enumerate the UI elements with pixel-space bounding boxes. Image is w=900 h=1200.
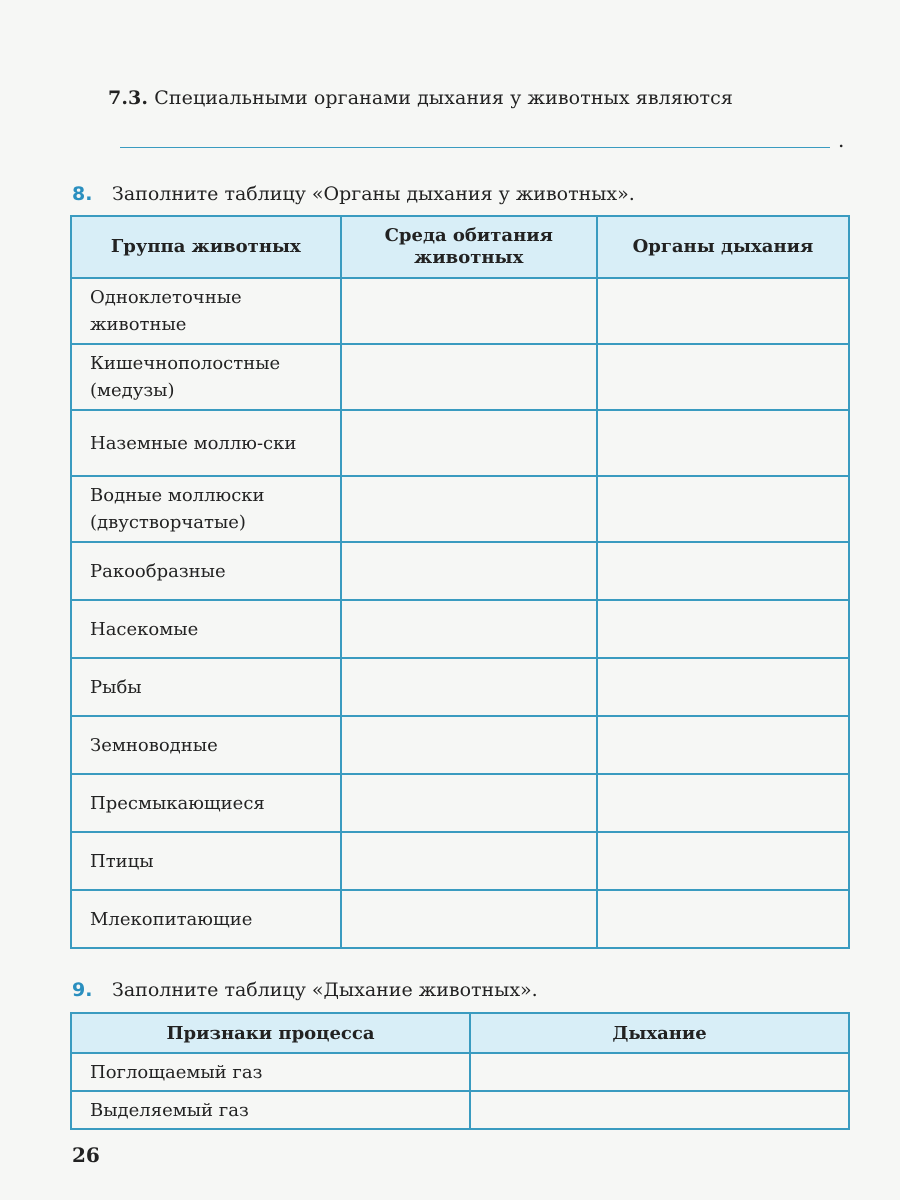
row-label: Поглощаемый газ <box>71 1053 470 1091</box>
habitat-cell[interactable] <box>341 774 597 832</box>
organs-cell[interactable] <box>597 278 849 344</box>
habitat-cell[interactable] <box>341 658 597 716</box>
row-label: Земноводные <box>71 716 341 774</box>
question-text: Специальными органами дыхания у животных являются <box>154 87 733 109</box>
habitat-cell[interactable] <box>341 832 597 890</box>
table-row <box>71 600 849 658</box>
habitat-cell[interactable] <box>341 890 597 948</box>
table-row <box>71 344 849 410</box>
organs-cell[interactable] <box>597 832 849 890</box>
habitat-cell[interactable] <box>341 476 597 542</box>
organs-cell[interactable] <box>597 542 849 600</box>
habitat-cell[interactable] <box>341 344 597 410</box>
row-label: Рыбы <box>71 658 341 716</box>
table-row <box>71 890 849 948</box>
table-row <box>71 542 849 600</box>
habitat-cell[interactable] <box>341 716 597 774</box>
respiration-table <box>70 1012 850 1130</box>
row-label: Одноклеточные животные <box>71 278 341 344</box>
question-7-3 <box>108 86 733 110</box>
table-row <box>71 832 849 890</box>
row-label: Кишечнополостные (медузы) <box>71 344 341 410</box>
task-text: Заполните таблицу «Органы дыхания у животных». <box>112 183 635 205</box>
task-text: Заполните таблицу «Дыхание животных». <box>112 979 538 1001</box>
page-number: 26 <box>72 1143 100 1167</box>
table-row <box>71 658 849 716</box>
habitat-cell[interactable] <box>341 410 597 476</box>
header-respiratory-organs: Органы дыхания <box>597 216 849 278</box>
table-header-row <box>71 216 849 278</box>
table-row <box>71 716 849 774</box>
organs-cell[interactable] <box>597 600 849 658</box>
header-animal-group: Группа животных <box>71 216 341 278</box>
task-9-title <box>72 978 538 1002</box>
habitat-cell[interactable] <box>341 278 597 344</box>
answer-period: . <box>838 128 845 152</box>
table-header-row <box>71 1013 849 1053</box>
header-process-features: Признаки процесса <box>71 1013 470 1053</box>
row-label: Пресмыкающиеся <box>71 774 341 832</box>
row-label: Насекомые <box>71 600 341 658</box>
habitat-cell[interactable] <box>341 542 597 600</box>
task-8-title <box>72 182 635 206</box>
table-row <box>71 1091 849 1129</box>
answer-line[interactable] <box>120 147 830 148</box>
task-number: 8. <box>72 183 93 205</box>
organs-cell[interactable] <box>597 344 849 410</box>
question-number: 7.3. <box>108 87 149 109</box>
header-respiration: Дыхание <box>470 1013 849 1053</box>
organs-cell[interactable] <box>597 774 849 832</box>
organs-cell[interactable] <box>597 890 849 948</box>
habitat-cell[interactable] <box>341 600 597 658</box>
table-row <box>71 774 849 832</box>
respiration-cell[interactable] <box>470 1053 849 1091</box>
table-row <box>71 278 849 344</box>
row-label: Птицы <box>71 832 341 890</box>
table-row <box>71 476 849 542</box>
row-label: Выделяемый газ <box>71 1091 470 1129</box>
header-habitat: Среда обитания животных <box>341 216 597 278</box>
organs-cell[interactable] <box>597 716 849 774</box>
organs-cell[interactable] <box>597 476 849 542</box>
row-label: Наземные моллю-ски <box>71 410 341 476</box>
row-label: Водные моллюски (двустворчатые) <box>71 476 341 542</box>
respiratory-organs-table <box>70 215 850 949</box>
table-row <box>71 410 849 476</box>
organs-cell[interactable] <box>597 658 849 716</box>
row-label: Млекопитающие <box>71 890 341 948</box>
respiration-cell[interactable] <box>470 1091 849 1129</box>
row-label: Ракообразные <box>71 542 341 600</box>
table-row <box>71 1053 849 1091</box>
task-number: 9. <box>72 979 93 1001</box>
organs-cell[interactable] <box>597 410 849 476</box>
